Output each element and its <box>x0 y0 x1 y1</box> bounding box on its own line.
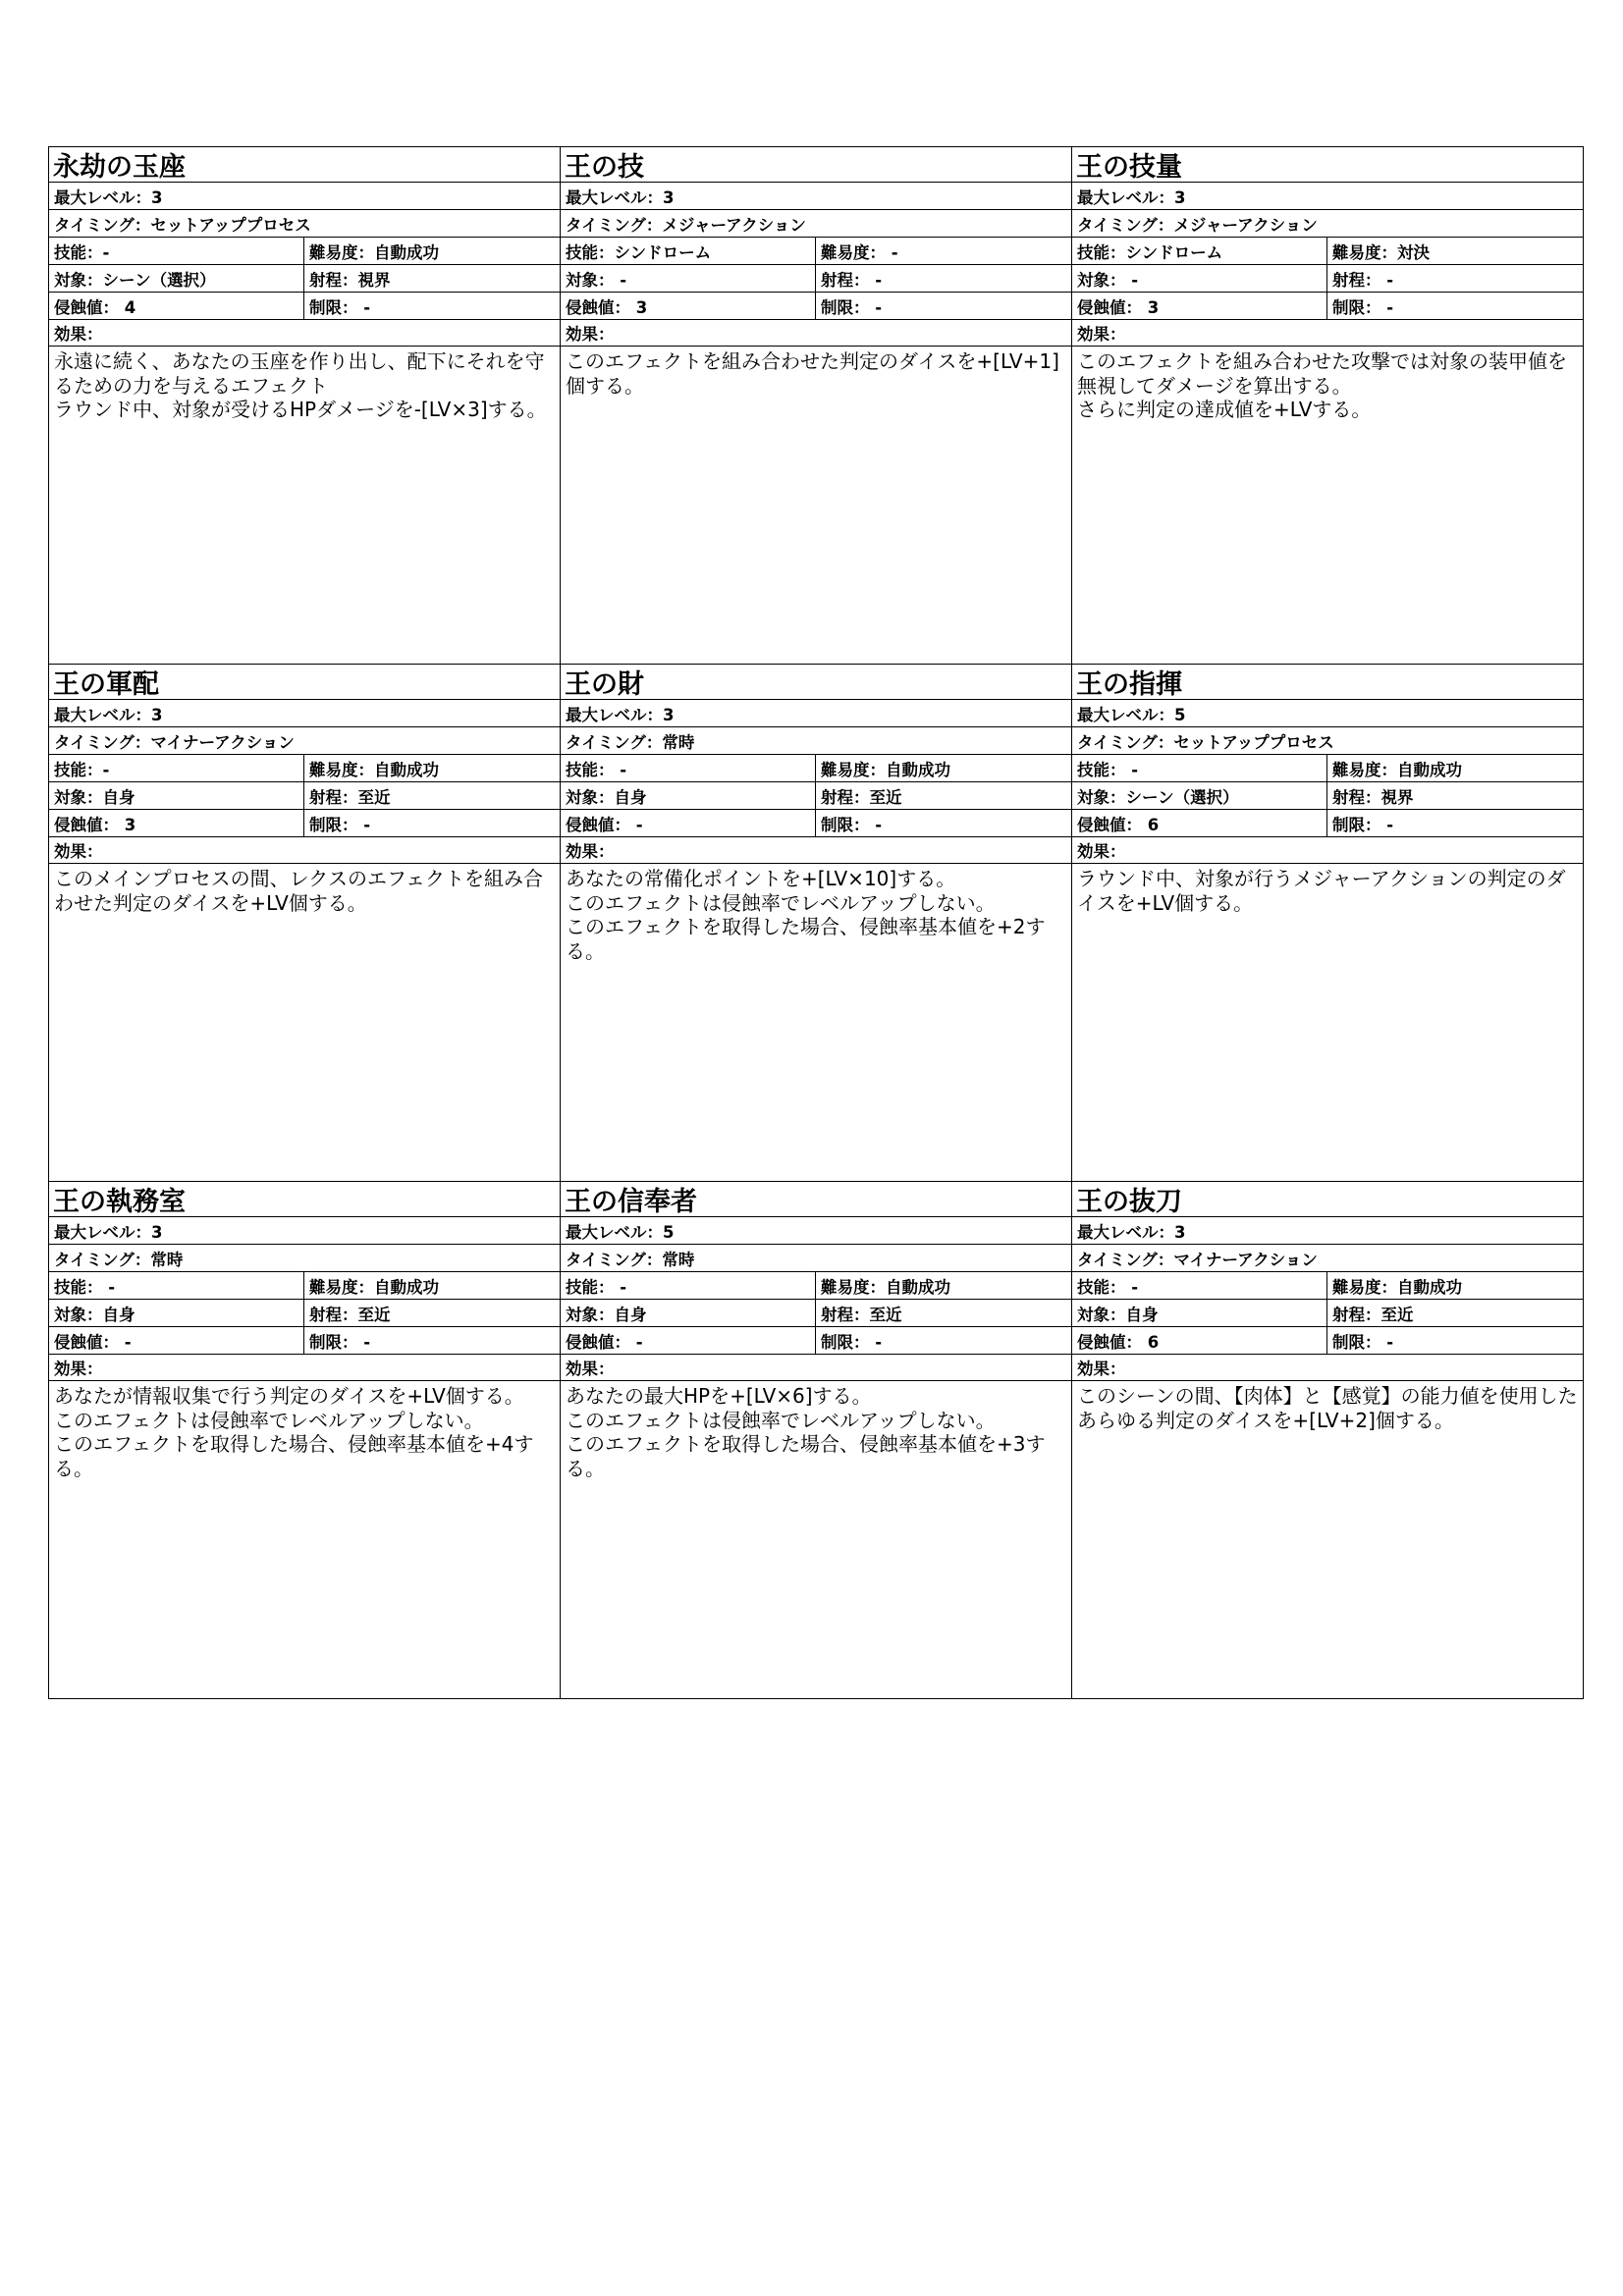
stat-row <box>49 810 560 837</box>
difficulty-cell: 難易度：自動成功 <box>309 760 439 779</box>
target-cell: 対象：自身 <box>49 1300 304 1326</box>
effect-label: 効果： <box>561 320 1071 347</box>
effect-text <box>49 1381 560 1698</box>
difficulty-cell: 難易度：対決 <box>1332 242 1430 262</box>
target-cell: 対象：自身 <box>561 1300 816 1326</box>
effect-line: このシーンの間、【肉体】と【感覚】の能力値を使用したあらゆる判定のダイスを+[LV+2]個する。 <box>1077 1384 1578 1432</box>
stat-row <box>49 1300 560 1327</box>
effect-line: さらに判定の達成値を+LVする。 <box>1077 398 1372 421</box>
stat-row <box>49 238 560 265</box>
effect-text <box>561 864 1071 1181</box>
effect-text <box>561 347 1071 664</box>
timing: タイミング：マイナーアクション <box>1072 1245 1583 1272</box>
skill-cell: 技能：シンドローム <box>1072 238 1327 264</box>
target-cell: 対象：自身 <box>49 782 304 809</box>
effect-card <box>1072 1182 1584 1699</box>
stat-row <box>561 1300 1071 1327</box>
effect-label: 効果： <box>1072 320 1583 347</box>
effect-label: 効果： <box>1072 837 1583 864</box>
range-cell: 射程： - <box>821 270 883 290</box>
stat-row <box>1072 1272 1583 1300</box>
stat-row <box>561 1327 1071 1355</box>
stat-row <box>49 755 560 782</box>
effect-text <box>49 864 560 1181</box>
range-cell: 射程： - <box>1332 270 1394 290</box>
effect-name: 王の技 <box>561 147 1071 183</box>
effect-name: 王の技量 <box>1072 147 1583 183</box>
effect-label: 効果： <box>561 837 1071 864</box>
limit-cell: 制限： - <box>309 297 371 317</box>
timing: タイミング：常時 <box>49 1245 560 1272</box>
effect-label: 効果： <box>1072 1355 1583 1381</box>
effect-line: このエフェクトを組み合わせた判定のダイスを+[LV+1]個する。 <box>566 349 1059 398</box>
max-level: 最大レベル：3 <box>1072 1217 1583 1245</box>
effect-card <box>561 665 1072 1182</box>
skill-cell: 技能： - <box>561 1272 816 1299</box>
card-row <box>49 1182 1584 1699</box>
effect-card <box>561 1182 1072 1699</box>
effect-line: あなたが情報収集で行う判定のダイスを+LV個する。 <box>54 1384 524 1408</box>
max-level: 最大レベル：3 <box>49 700 560 727</box>
effect-line: このエフェクトは侵蝕率でレベルアップしない。 <box>566 1408 996 1432</box>
effect-name: 王の指揮 <box>1072 665 1583 700</box>
effect-line: あなたの最大HPを+[LV×6]する。 <box>566 1384 872 1408</box>
limit-cell: 制限： - <box>309 815 371 834</box>
difficulty-cell: 難易度：自動成功 <box>309 242 439 262</box>
effect-line: このエフェクトを取得した場合、侵蝕率基本値を+3する。 <box>566 1432 1046 1480</box>
stat-row <box>561 293 1071 320</box>
skill-cell: 技能：- <box>49 755 304 781</box>
erosion-cell: 侵蝕値： 6 <box>1072 1327 1327 1354</box>
effect-name: 王の執務室 <box>49 1182 560 1217</box>
timing: タイミング：セットアッププロセス <box>1072 727 1583 755</box>
effect-name: 永劫の玉座 <box>49 147 560 183</box>
limit-cell: 制限： - <box>309 1332 371 1352</box>
skill-cell: 技能：シンドローム <box>561 238 816 264</box>
range-cell: 射程：視界 <box>1332 787 1414 807</box>
effect-line: このエフェクトを取得した場合、侵蝕率基本値を+4する。 <box>54 1432 534 1480</box>
max-level: 最大レベル：3 <box>1072 183 1583 210</box>
effect-label: 効果： <box>561 1355 1071 1381</box>
limit-cell: 制限： - <box>1332 815 1394 834</box>
effect-card-sheet <box>48 146 1584 1699</box>
stat-row <box>49 1327 560 1355</box>
stat-row <box>561 782 1071 810</box>
stat-row <box>561 810 1071 837</box>
effect-text <box>1072 347 1583 664</box>
timing: タイミング：セットアッププロセス <box>49 210 560 238</box>
effect-label: 効果： <box>49 320 560 347</box>
max-level: 最大レベル：3 <box>49 1217 560 1245</box>
target-cell: 対象： - <box>561 265 816 292</box>
limit-cell: 制限： - <box>821 1332 883 1352</box>
effect-line: このメインプロセスの間、レクスのエフェクトを組み合わせた判定のダイスを+LV個する。 <box>54 867 543 915</box>
effect-name: 王の抜刀 <box>1072 1182 1583 1217</box>
timing: タイミング：常時 <box>561 727 1071 755</box>
effect-label: 効果： <box>49 1355 560 1381</box>
skill-cell: 技能： - <box>561 755 816 781</box>
range-cell: 射程：視界 <box>309 270 391 290</box>
stat-row <box>49 293 560 320</box>
stat-row <box>561 265 1071 293</box>
effect-line: このエフェクトを組み合わせた攻撃では対象の装甲値を無視してダメージを算出する。 <box>1077 349 1567 398</box>
target-cell: 対象： - <box>1072 265 1327 292</box>
effect-name: 王の軍配 <box>49 665 560 700</box>
erosion-cell: 侵蝕値： - <box>561 810 816 836</box>
target-cell: 対象：自身 <box>1072 1300 1327 1326</box>
skill-cell: 技能：- <box>49 238 304 264</box>
max-level: 最大レベル：3 <box>561 183 1071 210</box>
stat-row <box>1072 293 1583 320</box>
stat-row <box>49 1272 560 1300</box>
range-cell: 射程：至近 <box>821 1305 902 1324</box>
skill-cell: 技能： - <box>49 1272 304 1299</box>
effect-card <box>49 665 561 1182</box>
stat-row <box>1072 265 1583 293</box>
difficulty-cell: 難易度：自動成功 <box>821 1277 950 1297</box>
timing: タイミング：マイナーアクション <box>49 727 560 755</box>
effect-text <box>1072 1381 1583 1698</box>
effect-name: 王の財 <box>561 665 1071 700</box>
limit-cell: 制限： - <box>821 815 883 834</box>
erosion-cell: 侵蝕値： 3 <box>49 810 304 836</box>
erosion-cell: 侵蝕値： - <box>49 1327 304 1354</box>
max-level: 最大レベル：3 <box>49 183 560 210</box>
stat-row <box>1072 1300 1583 1327</box>
effect-line: ラウンド中、対象が行うメジャーアクションの判定のダイスを+LV個する。 <box>1077 867 1566 915</box>
timing: タイミング：常時 <box>561 1245 1071 1272</box>
effect-line: 永遠に続く、あなたの玉座を作り出し、配下にそれを守るための力を与えるエフェクト <box>54 349 545 398</box>
stat-row <box>49 782 560 810</box>
difficulty-cell: 難易度：自動成功 <box>821 760 950 779</box>
card-row <box>49 147 1584 665</box>
difficulty-cell: 難易度：自動成功 <box>1332 1277 1462 1297</box>
stat-row <box>1072 1327 1583 1355</box>
skill-cell: 技能： - <box>1072 1272 1327 1299</box>
stat-row <box>1072 238 1583 265</box>
max-level: 最大レベル：5 <box>1072 700 1583 727</box>
effect-label: 効果： <box>49 837 560 864</box>
difficulty-cell: 難易度：自動成功 <box>309 1277 439 1297</box>
effect-card <box>1072 147 1584 665</box>
range-cell: 射程：至近 <box>309 1305 391 1324</box>
max-level: 最大レベル：3 <box>561 700 1071 727</box>
stat-row <box>561 238 1071 265</box>
card-row <box>49 665 1584 1182</box>
timing: タイミング：メジャーアクション <box>1072 210 1583 238</box>
stat-row <box>1072 782 1583 810</box>
range-cell: 射程：至近 <box>821 787 902 807</box>
limit-cell: 制限： - <box>1332 1332 1394 1352</box>
erosion-cell: 侵蝕値： 3 <box>561 293 816 319</box>
erosion-cell: 侵蝕値： 4 <box>49 293 304 319</box>
range-cell: 射程：至近 <box>309 787 391 807</box>
difficulty-cell: 難易度：自動成功 <box>1332 760 1462 779</box>
target-cell: 対象：自身 <box>561 782 816 809</box>
target-cell: 対象：シーン（選択） <box>1072 782 1327 809</box>
effect-card <box>1072 665 1584 1182</box>
effect-line: このエフェクトは侵蝕率でレベルアップしない。 <box>566 890 996 915</box>
effect-text <box>49 347 560 664</box>
stat-row <box>49 265 560 293</box>
erosion-cell: 侵蝕値： - <box>561 1327 816 1354</box>
effect-line: このエフェクトは侵蝕率でレベルアップしない。 <box>54 1408 484 1432</box>
stat-row <box>1072 755 1583 782</box>
effect-text <box>561 1381 1071 1698</box>
timing: タイミング：メジャーアクション <box>561 210 1071 238</box>
effect-text <box>1072 864 1583 1181</box>
skill-cell: 技能： - <box>1072 755 1327 781</box>
effect-line: このエフェクトを取得した場合、侵蝕率基本値を+2する。 <box>566 915 1046 963</box>
limit-cell: 制限： - <box>821 297 883 317</box>
range-cell: 射程：至近 <box>1332 1305 1414 1324</box>
limit-cell: 制限： - <box>1332 297 1394 317</box>
erosion-cell: 侵蝕値： 3 <box>1072 293 1327 319</box>
effect-name: 王の信奉者 <box>561 1182 1071 1217</box>
target-cell: 対象：シーン（選択） <box>49 265 304 292</box>
erosion-cell: 侵蝕値： 6 <box>1072 810 1327 836</box>
stat-row <box>561 755 1071 782</box>
max-level: 最大レベル：5 <box>561 1217 1071 1245</box>
effect-line: ラウンド中、対象が受けるHPダメージを-[LV×3]する。 <box>54 398 547 421</box>
difficulty-cell: 難易度： - <box>821 242 898 262</box>
effect-card <box>561 147 1072 665</box>
effect-card <box>49 147 561 665</box>
stat-row <box>561 1272 1071 1300</box>
stat-row <box>1072 810 1583 837</box>
effect-line: あなたの常備化ポイントを+[LV×10]する。 <box>566 867 956 890</box>
effect-card <box>49 1182 561 1699</box>
